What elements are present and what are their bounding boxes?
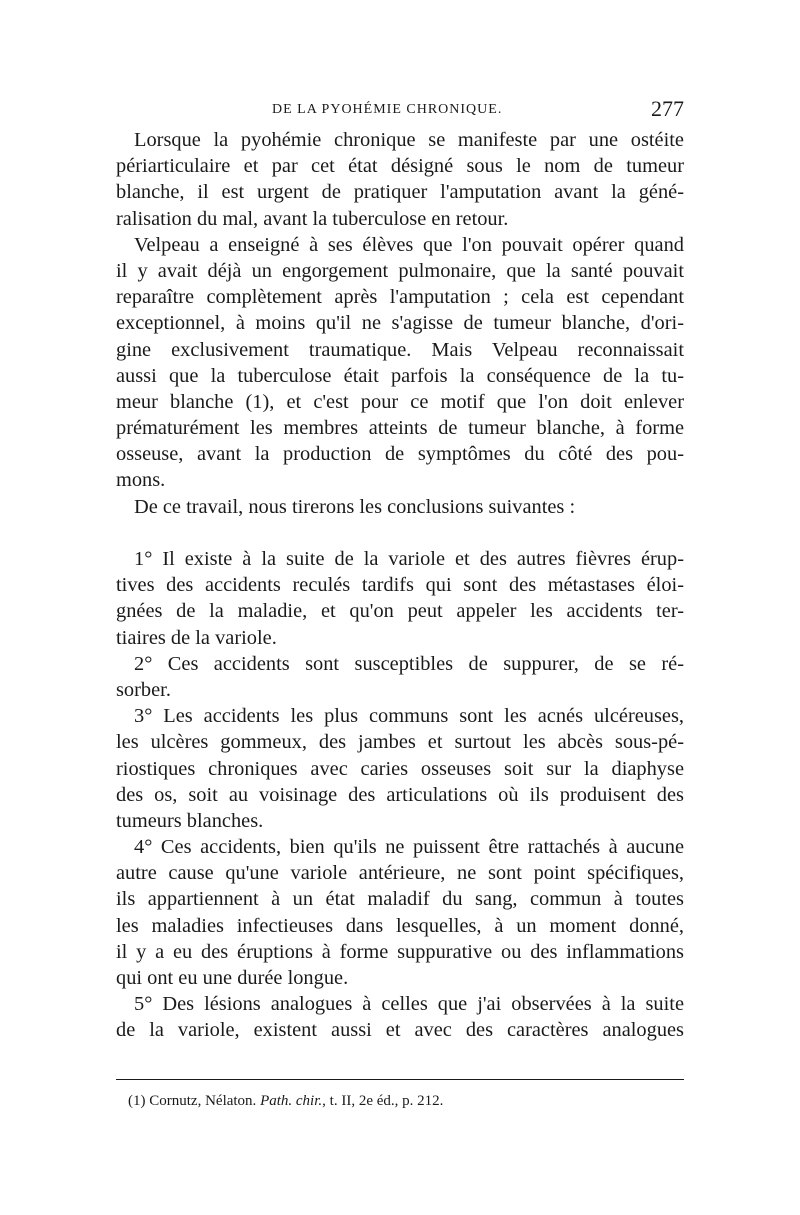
text-line: gine exclusivement traumatique. Mais Velpeau reconnaissait xyxy=(116,338,684,361)
text-line: sorber. xyxy=(116,678,171,701)
text-line: de la variole, existent aussi et avec des caractères analogues xyxy=(116,1019,684,1042)
text-line: aussi que la tuberculose était parfois la conséquence de la tu- xyxy=(116,364,684,387)
text-line: 3° Les accidents les plus communs sont les acnés ulcéreuses, xyxy=(134,705,684,728)
text-line: qui ont eu une durée longue. xyxy=(116,967,349,989)
text-line: tumeurs blanches. xyxy=(116,809,264,832)
text-line: meur blanche (1), et c'est pour ce motif que l'on doit enlever xyxy=(116,390,684,413)
text-line: il y avait déjà un engorgement pulmonaire, que la santé pouvait xyxy=(116,259,684,282)
text-line: mons. xyxy=(116,469,166,492)
text-line: autre cause qu'une variole antérieure, ne sont point spécifiques, xyxy=(116,862,684,885)
text-line: des os, soit au voisinage des articulations où ils produisent des xyxy=(116,783,684,806)
running-title: DE LA PYOHÉMIE CHRONIQUE. xyxy=(272,102,503,117)
footnote-marker: (1) xyxy=(128,1093,146,1109)
footnote xyxy=(128,1093,684,1110)
text-line: 5° Des lésions analogues à celles que j'ai observées à la suite xyxy=(134,993,684,1016)
text-line: périarticulaire et par cet état désigné sous le nom de tumeur xyxy=(116,155,684,178)
text-line: les maladies infectieuses dans lesquelles, à un moment donné, xyxy=(116,914,684,937)
text-line: Velpeau a enseigné à ses élèves que l'on pouvait opérer quand xyxy=(134,233,684,256)
footnote-text-end: , t. II, 2e éd., p. 212. xyxy=(322,1093,444,1109)
text-line: 1° Il existe à la suite de la variole et des autres fièvres érup- xyxy=(134,548,684,570)
footnote-text: Cornutz, Nélaton. xyxy=(145,1093,261,1109)
text-line: De ce travail, nous tirerons les conclusions suivantes : xyxy=(134,495,576,518)
text-line: tiaires de la variole. xyxy=(116,626,277,649)
text-line: les ulcères gommeux, des jambes et surtout les abcès sous-pé- xyxy=(116,731,684,754)
footnote-title: Path. chir. xyxy=(260,1093,323,1109)
text-line: tives des accidents reculés tardifs qui sont des métastases éloi- xyxy=(116,574,684,597)
text-line: il y a eu des éruptions à forme suppurative ou des inflammations xyxy=(116,940,684,963)
page-header xyxy=(116,96,684,124)
paragraph-gap xyxy=(116,520,684,546)
text-line: gnées de la maladie, et qu'on peut appeler les accidents ter- xyxy=(116,600,684,623)
footnote-rule xyxy=(116,1079,684,1080)
text-line: ils appartiennent à un état maladif du sang, commun à toutes xyxy=(116,888,684,911)
text-line: exceptionnel, à moins qu'il ne s'agisse de tumeur blanche, d'ori- xyxy=(116,312,684,335)
text-line: reparaître complètement après l'amputation ; cela est cependant xyxy=(116,286,684,309)
text-line: 2° Ces accidents sont susceptibles de suppurer, de se ré- xyxy=(134,652,684,675)
text-line: ralisation du mal, avant la tuberculose en retour. xyxy=(116,207,509,230)
body-text xyxy=(116,127,684,1044)
text-line: 4° Ces accidents, bien qu'ils ne puissent être rattachés à aucune xyxy=(134,836,684,859)
text-line: blanche, il est urgent de pratiquer l'amputation avant la géné- xyxy=(116,181,684,204)
page-number: 277 xyxy=(651,96,684,121)
text-line: osseuse, avant la production de symptômes du côté des pou- xyxy=(116,443,684,466)
text-line: Lorsque la pyohémie chronique se manifeste par une ostéite xyxy=(134,129,684,151)
text-line: riostiques chroniques avec caries osseuses soit sur la diaphyse xyxy=(116,757,684,780)
text-line: prématurément les membres atteints de tumeur blanche, à forme xyxy=(116,417,684,440)
